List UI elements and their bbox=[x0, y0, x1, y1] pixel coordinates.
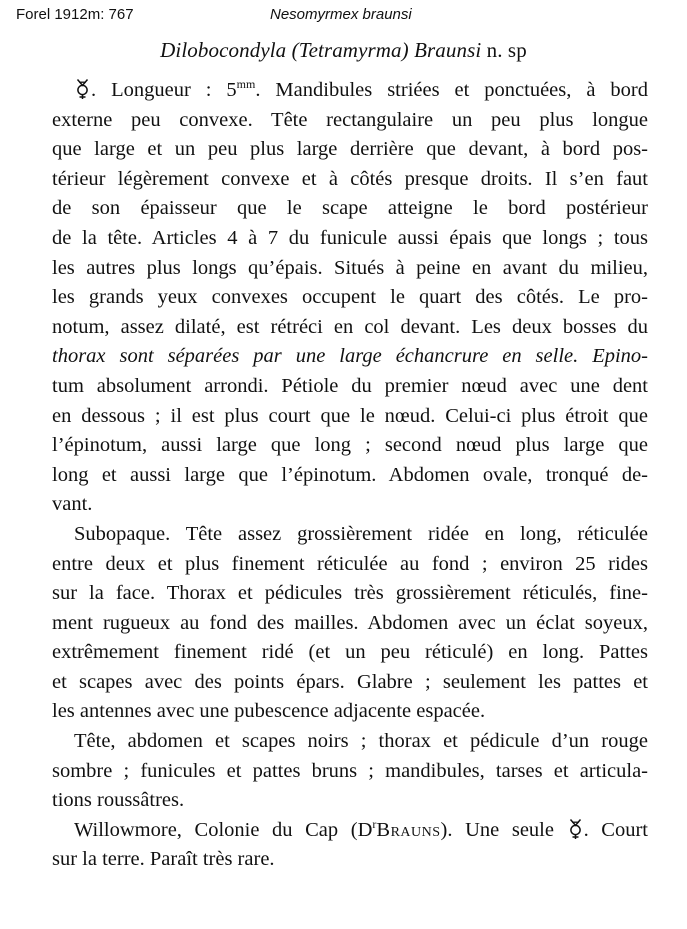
text-line: les antennes avec une pubescence adjacente espacée. bbox=[52, 700, 486, 723]
unit-superscript: mm bbox=[236, 77, 256, 91]
text-line: sur la terre. Paraît très rare. bbox=[52, 848, 275, 871]
text-line: extrêmement finement ridé (et un peu réticulé) en long. Pattes bbox=[52, 641, 648, 664]
text-line: que large et un peu plus large derrière que devant, à bord pos- bbox=[52, 138, 648, 161]
text-line: et scapes avec des points épars. Glabre ; seulement les pattes et bbox=[52, 670, 648, 693]
text-line: de son épaisseur que le scape atteigne le bord postérieur bbox=[52, 197, 648, 220]
line-text: ). Une seule bbox=[440, 818, 567, 841]
line-text-italic: thorax sont séparées par une large échancrure en selle. Epino- bbox=[52, 345, 648, 368]
title-superscript: r bbox=[372, 816, 377, 831]
species-title-name: Dilobocondyla (Tetramyrma) Braunsi bbox=[160, 38, 482, 62]
text-line: tum absolument arrondi. Pétiole du premier nœud avec une dent bbox=[52, 374, 648, 397]
text-line bbox=[52, 816, 648, 846]
text-line: en dessous ; il est plus court que le nœud. Celui-ci plus étroit que bbox=[52, 404, 648, 427]
text-line: externe peu convexe. Tête rectangulaire un peu plus longue bbox=[52, 108, 648, 131]
line-text: . Longueur : 5 bbox=[91, 79, 237, 101]
text-line: sur la face. Thorax et pédicules très grossièrement réticulés, fine- bbox=[52, 582, 648, 605]
species-title-suffix: n. sp bbox=[481, 38, 527, 62]
line-text: . Mandibules striées et ponctuées, à bord bbox=[255, 79, 648, 101]
worker-caste-icon bbox=[567, 818, 584, 839]
paragraph-sculpture bbox=[52, 520, 648, 727]
text-line bbox=[52, 342, 648, 372]
text-line: long et aussi large que l’épinotum. Abdomen ovale, tronqué de- bbox=[52, 463, 648, 486]
paragraph-locality bbox=[52, 816, 648, 875]
text-line: tions roussâtres. bbox=[52, 789, 185, 812]
text-line: Subopaque. Tête assez grossièrement ridée en long, réticulée bbox=[74, 522, 648, 545]
line-text: . Court bbox=[583, 818, 648, 841]
text-line: sombre ; funicules et pattes bruns ; mandibules, tarses et articula- bbox=[52, 759, 648, 782]
description-body bbox=[52, 76, 648, 875]
taxon-name: Nesomyrmex braunsi bbox=[270, 6, 412, 23]
worker-caste-icon bbox=[74, 78, 91, 99]
text-line: Tête, abdomen et scapes noirs ; thorax et pédicule d’un rouge bbox=[74, 730, 648, 753]
text-line: notum, assez dilaté, est rétréci en col devant. Les deux bosses du bbox=[52, 315, 648, 338]
line-text: Willowmore, Colonie du Cap (D bbox=[74, 818, 373, 841]
text-line: entre deux et plus finement réticulée au fond ; environ 25 rides bbox=[52, 552, 648, 575]
page-header bbox=[0, 4, 687, 26]
citation-label: Forel 1912m: 767 bbox=[16, 6, 134, 23]
species-title bbox=[0, 36, 687, 64]
text-line: vant. bbox=[52, 493, 93, 516]
text-line: les grands yeux convexes occupent le quart des côtés. Le pro- bbox=[52, 286, 648, 309]
paragraph-worker-description bbox=[52, 76, 648, 520]
paragraph-coloration bbox=[52, 727, 648, 816]
text-line: de la tête. Articles 4 à 7 du funicule aussi épais que longs ; tous bbox=[52, 226, 648, 249]
text-line bbox=[52, 76, 648, 106]
collector-name: Brauns bbox=[376, 818, 441, 841]
text-line: l’épinotum, aussi large que long ; second nœud plus large que bbox=[52, 434, 648, 457]
text-line: les autres plus longs qu’épais. Situés à peine en avant du milieu, bbox=[52, 256, 648, 279]
text-line: ment rugueux au fond des mailles. Abdomen avec un éclat soyeux, bbox=[52, 611, 648, 634]
text-line: térieur légèrement convexe et à côtés presque droits. Il s’en faut bbox=[52, 167, 648, 190]
